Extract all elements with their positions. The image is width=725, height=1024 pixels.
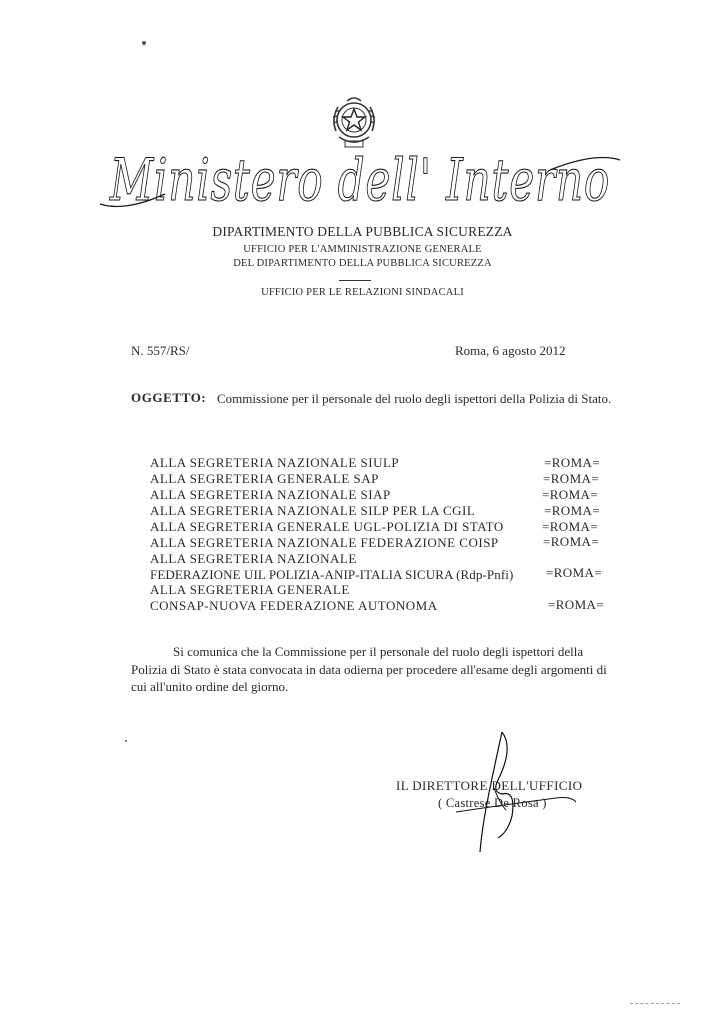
recipient-name: ALLA SEGRETERIA NAZIONALE bbox=[150, 551, 357, 566]
recipient-name: CONSAP-NUOVA FEDERAZIONE AUTONOMA bbox=[150, 598, 438, 613]
recipient-city: =ROMA= bbox=[543, 534, 600, 549]
department-heading: DIPARTIMENTO DELLA PUBBLICA SICUREZZA bbox=[212, 224, 513, 239]
recipient-city: =ROMA= bbox=[543, 471, 600, 486]
ministry-title-logo bbox=[95, 142, 625, 222]
signer-name: ( Castrese De Rosa ) bbox=[438, 796, 547, 810]
recipient-city: =ROMA= bbox=[542, 519, 599, 534]
recipient-name: ALLA SEGRETERIA GENERALE bbox=[150, 582, 350, 597]
recipient-name: FEDERAZIONE UIL POLIZIA-ANIP-ITALIA SICURA (Rdp-Pnfi) bbox=[150, 567, 514, 582]
body-paragraph-text: Si comunica che la Commissione per il personale del ruolo degli ispettori della Polizia di Stato è stata convocata in data odierna per procedere all'esame degli argomenti di cui all'unito ordine del giorno. bbox=[131, 644, 607, 694]
recipient-city: =ROMA= bbox=[544, 455, 601, 470]
body-paragraph bbox=[131, 643, 611, 696]
recipient-name: ALLA SEGRETERIA NAZIONALE SILP PER LA CGIL bbox=[150, 503, 476, 518]
office-line-1: UFFICIO PER L'AMMINISTRAZIONE GENERALE bbox=[243, 244, 482, 255]
protocol-number: N. 557/RS/ bbox=[131, 343, 190, 358]
subject-text: Commissione per il personale del ruolo degli ispettori della Polizia di Stato. bbox=[217, 391, 612, 406]
place-and-date: Roma, 6 agosto 2012 bbox=[455, 343, 566, 358]
office-line-2: DEL DIPARTIMENTO DELLA PUBBLICA SICUREZZA bbox=[233, 258, 492, 269]
scan-speck bbox=[125, 740, 127, 742]
recipient-city: =ROMA= bbox=[546, 565, 603, 580]
recipient-city: =ROMA= bbox=[548, 597, 605, 612]
recipient-name: ALLA SEGRETERIA NAZIONALE SIAP bbox=[150, 487, 391, 502]
recipient-name: ALLA SEGRETERIA NAZIONALE SIULP bbox=[150, 455, 400, 470]
subject-label: OGGETTO: bbox=[131, 390, 207, 405]
scan-speck bbox=[142, 41, 146, 45]
svg-text:Ministero dell' Interno: Ministero dell' Interno bbox=[109, 146, 610, 214]
recipient-name: ALLA SEGRETERIA NAZIONALE FEDERAZIONE COISP bbox=[150, 535, 499, 550]
recipient-name: ALLA SEGRETERIA GENERALE SAP bbox=[150, 471, 379, 486]
header-divider bbox=[339, 280, 371, 281]
scan-mark bbox=[630, 1003, 680, 1004]
office-subheading: UFFICIO PER LE RELAZIONI SINDACALI bbox=[261, 287, 464, 298]
recipient-city: =ROMA= bbox=[542, 487, 599, 502]
signer-title: IL DIRETTORE DELL'UFFICIO bbox=[396, 778, 583, 793]
recipient-city: =ROMA= bbox=[544, 503, 601, 518]
recipient-name: ALLA SEGRETERIA GENERALE UGL-POLIZIA DI STATO bbox=[150, 519, 504, 534]
